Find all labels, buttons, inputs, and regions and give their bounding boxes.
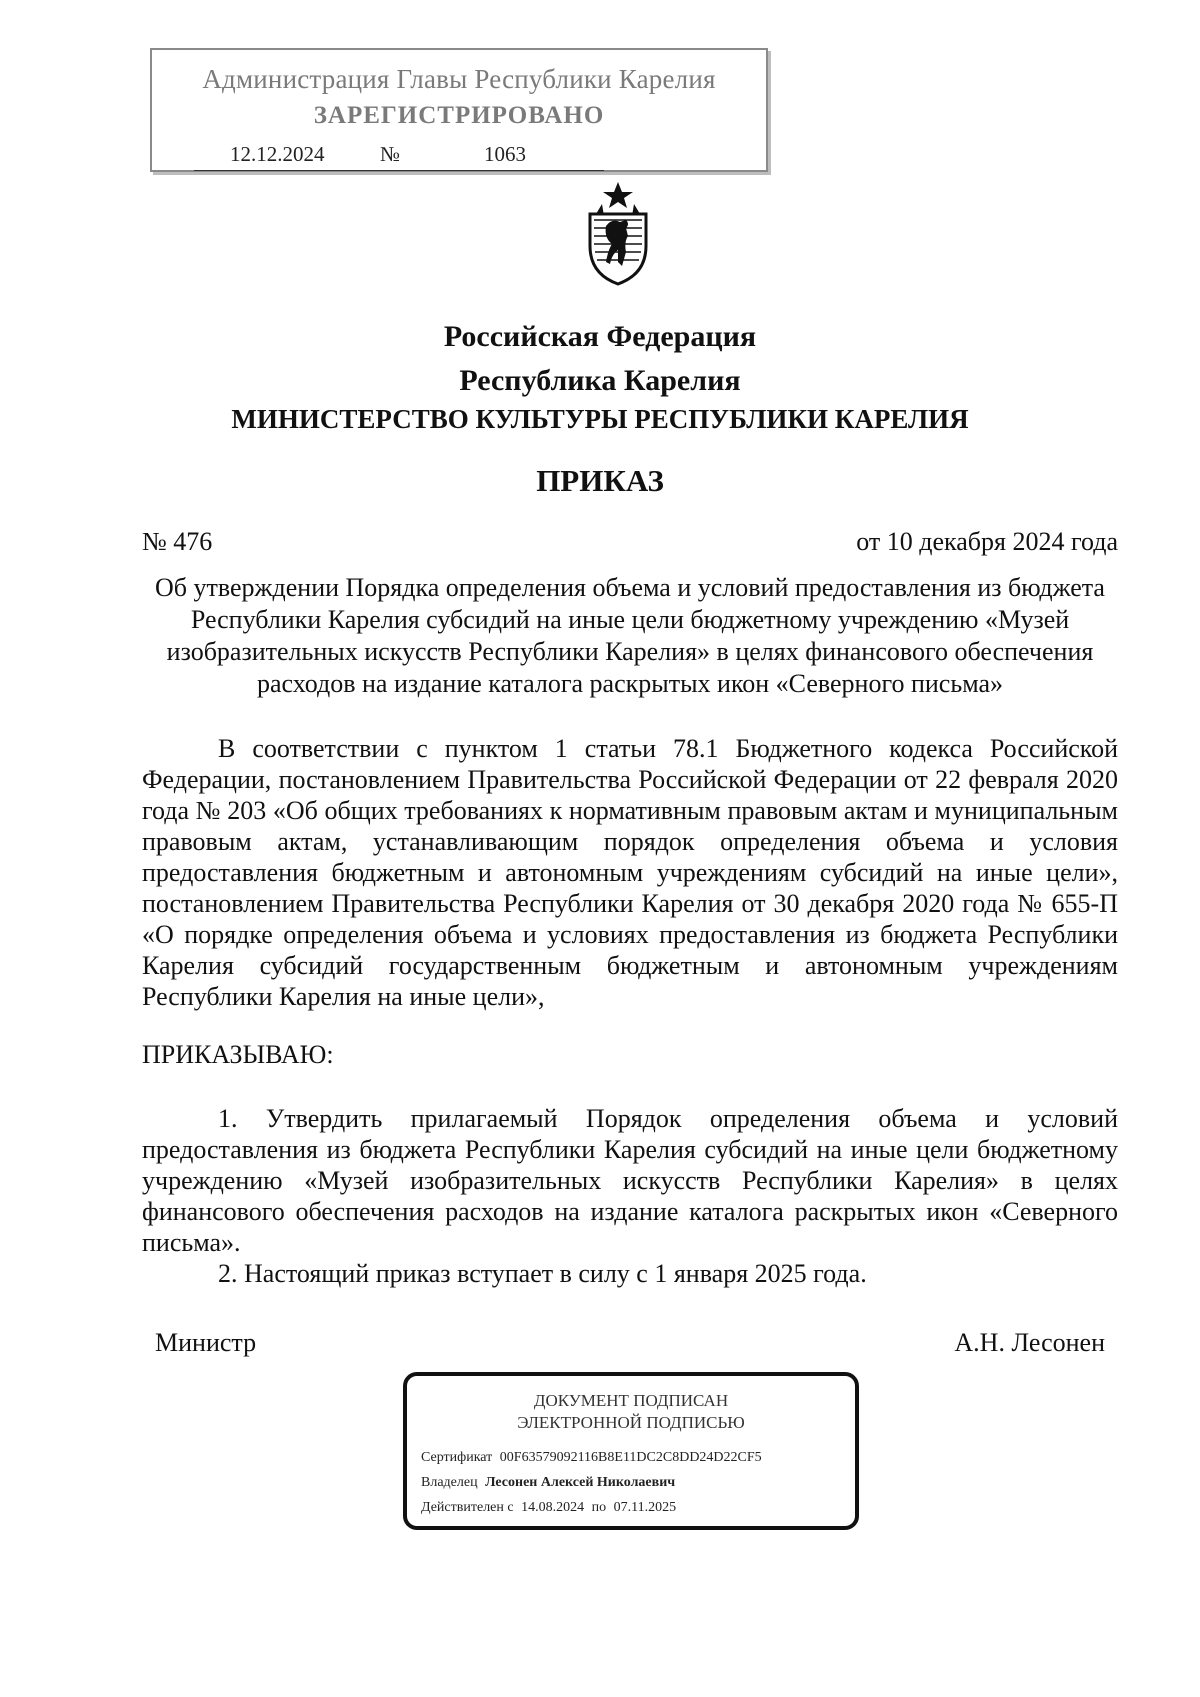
registration-number: 1063 (484, 142, 526, 166)
document-type: ПРИКАЗ (536, 463, 664, 498)
legal-basis-paragraph: В соответствии с пунктом 1 статьи 78.1 Бюджетного кодекса Российской Федерации, постановлением Правительства Российской Федерации от 22 февраля 2020 года № 203 «Об общих требованиях к нормативным правовым актам и муниципальным правовым актам, устанавливающим порядок определения объема и условия предоставления бюджетным и автономным учреждениям субсидий на иные цели», постановлением Правительства Республики Карелия от 30 декабря 2020 года № 655-П «О порядке определения объема и условиях предоставления из бюджета Республики Карелия субсидий государственным бюджетным и автономным учреждениям Республики Карелия на иные цели», (142, 734, 1118, 1011)
karelia-coat-of-arms-icon (582, 180, 654, 288)
registration-date: 12.12.2024 (230, 142, 325, 166)
registration-stamp (150, 48, 768, 172)
valid-to-label: по (591, 1500, 607, 1515)
e-signature-owner-row (421, 1475, 675, 1491)
certificate-label: Сертификат (421, 1450, 493, 1465)
order-item-1: 1. Утвердить прилагаемый Порядок определения объема и условий предоставления из бюджета Республики Карелия субсидий на иные цели бюджетному учреждению «Музей изобразительных искусств Республики Карелия» в целях финансового обеспечения расходов на издание каталога раскрытых икон «Северного письма». (142, 1104, 1118, 1257)
order-item-2: 2. Настоящий приказ вступает в силу с 1 января 2025 года. (218, 1259, 867, 1288)
header-region: Республика Карелия (459, 364, 741, 397)
registration-stamp-row (194, 142, 604, 171)
registration-number-label: № (380, 142, 401, 166)
owner-label: Владелец (421, 1475, 478, 1490)
e-signature-certificate-row (421, 1450, 762, 1466)
certificate-value: 00F63579092116B8E11DC2C8DD24D22CF5 (499, 1450, 762, 1465)
e-signature-validity-row (421, 1500, 676, 1516)
order-number: № 476 (142, 527, 213, 556)
order-word: ПРИКАЗЫВАЮ: (142, 1040, 334, 1069)
valid-from: 14.08.2024 (521, 1500, 585, 1515)
order-subject: Об утверждении Порядка определения объема и условий предоставления из бюджета Республики Карелия субсидий на иные цели бюджетному учреждению «Музей изобразительных искусств Республики Карелия» в целях финансового обеспечения расходов на издание каталога раскрытых икон «Северного письма» (155, 573, 1105, 698)
e-signature-title-line1: ДОКУМЕНТ ПОДПИСАН (533, 1391, 729, 1410)
registration-stamp-authority: Администрация Главы Республики Карелия (202, 64, 716, 94)
e-signature-stamp (403, 1372, 859, 1530)
valid-label: Действителен с (421, 1500, 514, 1515)
owner-value: Лесонен Алексей Николаевич (485, 1475, 676, 1490)
registration-stamp-status: ЗАРЕГИСТРИРОВАНО (313, 102, 605, 129)
signatory-position: Министр (155, 1328, 257, 1357)
header-ministry: МИНИСТЕРСТВО КУЛЬТУРЫ РЕСПУБЛИКИ КАРЕЛИЯ (231, 404, 969, 434)
valid-to: 07.11.2025 (613, 1500, 677, 1515)
order-date: от 10 декабря 2024 года (856, 527, 1118, 556)
e-signature-title-line2: ЭЛЕКТРОННОЙ ПОДПИСЬЮ (517, 1413, 745, 1432)
header-country: Российская Федерация (443, 320, 757, 353)
signatory-name: А.Н. Лесонен (954, 1328, 1105, 1357)
